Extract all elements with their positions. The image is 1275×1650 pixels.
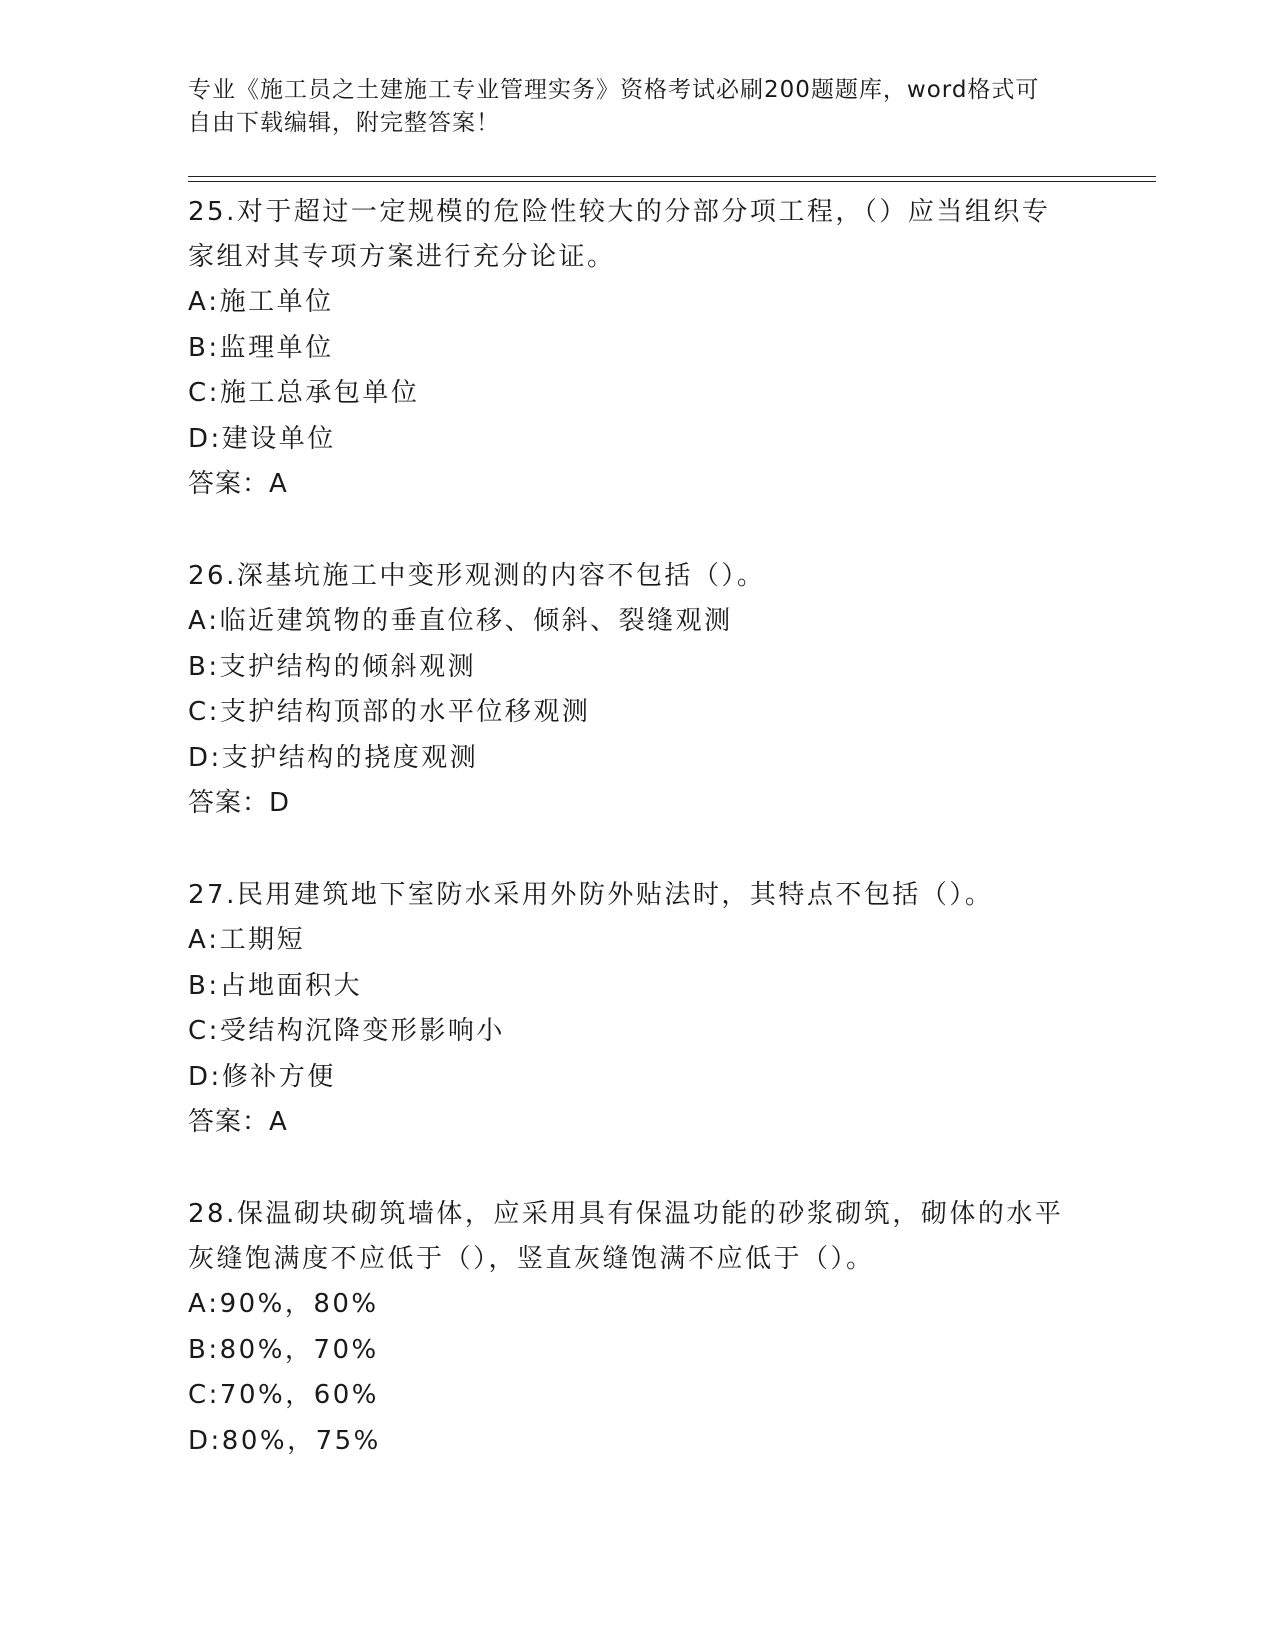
option-letter: A (188, 925, 209, 955)
option-letter: C (188, 1016, 209, 1046)
question-block (188, 1192, 1088, 1464)
answer-line (188, 462, 1088, 507)
option-separator: : (208, 925, 220, 955)
option-letter: C (188, 697, 209, 727)
option-text: 支护结构的挠度观测 (221, 742, 479, 773)
option-separator: : (208, 606, 220, 636)
option-text: 70%，60% (219, 1380, 380, 1410)
option-letter: A (188, 606, 209, 636)
question-stem-line: 26.深基坑施工中变形观测的内容不包括（）。 (188, 561, 766, 591)
answer-option (188, 417, 1088, 463)
option-text: 占地面积大 (219, 970, 363, 1001)
header-line-1: 专业《施工员之土建施工专业管理实务》资格考试必刷200题题库，word格式可 (188, 77, 1040, 103)
option-separator: : (208, 697, 220, 727)
answer-option (188, 918, 1088, 964)
header-divider-bottom (188, 181, 1156, 182)
answer-line (188, 781, 1088, 826)
option-letter: A (188, 287, 209, 317)
answer-option (188, 1055, 1088, 1101)
option-text: 施工单位 (219, 287, 334, 317)
document-header (188, 74, 1088, 140)
option-separator: : (208, 1334, 220, 1365)
question-stem-line: 家组对其专项方案进行充分论证。 (188, 242, 616, 272)
option-text: 建设单位 (221, 423, 336, 454)
option-text: 施工总承包单位 (219, 378, 420, 408)
option-letter: B (188, 1334, 209, 1365)
header-line-2: 自由下载编辑，附完整答案！ (188, 110, 500, 136)
answer-value: A (269, 469, 288, 499)
option-letter: B (188, 970, 209, 1001)
answer-option (188, 326, 1088, 372)
option-text: 监理单位 (219, 332, 334, 363)
option-separator: : (210, 1425, 222, 1456)
option-text: 80%，75% (221, 1425, 381, 1456)
answer-option (188, 736, 1088, 782)
option-letter: C (188, 1380, 209, 1410)
option-letter: D (188, 742, 211, 773)
question-stem-line: 28.保温砌块砌筑墙体，应采用具有保温功能的砂浆砌筑，砌体的水平 (188, 1199, 1064, 1229)
option-letter: B (188, 332, 209, 363)
answer-option (188, 1009, 1088, 1055)
option-separator: : (208, 1016, 220, 1046)
answer-label: 答案： (188, 469, 270, 499)
option-letter: A (188, 1289, 209, 1319)
header-divider-top (188, 176, 1156, 177)
option-letter: C (188, 378, 209, 408)
option-separator: : (208, 287, 220, 317)
option-separator: : (208, 332, 220, 363)
question-stem-line: 灰缝饱满度不应低于（），竖直灰缝饱满不应低于（）。 (188, 1244, 875, 1274)
answer-option (188, 280, 1088, 326)
question-stem-line: 27.民用建筑地下室防水采用外防外贴法时，其特点不包括（）。 (188, 880, 994, 910)
answer-option (188, 599, 1088, 645)
question-block (188, 873, 1088, 1145)
answer-option (188, 1328, 1088, 1374)
option-letter: B (188, 651, 209, 682)
option-text: 80%，70% (219, 1334, 379, 1365)
question-spacer (188, 507, 1088, 554)
answer-label: 答案： (188, 788, 270, 818)
option-separator: : (208, 970, 220, 1001)
answer-option (188, 1419, 1088, 1465)
option-text: 修补方便 (221, 1061, 336, 1092)
option-text: 工期短 (219, 925, 306, 955)
option-text: 90%，80% (219, 1289, 379, 1319)
option-text: 支护结构的倾斜观测 (219, 651, 477, 682)
option-separator: : (210, 423, 222, 454)
option-letter: D (188, 1061, 211, 1092)
answer-option (188, 690, 1088, 736)
option-separator: : (210, 1061, 222, 1092)
option-separator: : (208, 1380, 220, 1410)
answer-value: A (269, 1107, 288, 1137)
question-list (188, 190, 1088, 1464)
answer-option (188, 1373, 1088, 1419)
answer-option (188, 1282, 1088, 1328)
option-text: 支护结构顶部的水平位移观测 (219, 697, 591, 727)
option-letter: D (188, 1425, 211, 1456)
option-text: 临近建筑物的垂直位移、倾斜、裂缝观测 (219, 606, 733, 636)
answer-label: 答案： (188, 1107, 270, 1137)
option-separator: : (208, 378, 220, 408)
question-stem-line: 25.对于超过一定规模的危险性较大的分部分项工程，（）应当组织专 (188, 197, 1051, 227)
option-text: 受结构沉降变形影响小 (219, 1016, 505, 1046)
answer-option (188, 964, 1088, 1010)
option-separator: : (210, 742, 222, 773)
question-block (188, 190, 1088, 507)
answer-line (188, 1100, 1088, 1145)
option-separator: : (208, 1289, 220, 1319)
question-block (188, 554, 1088, 826)
answer-value: D (269, 788, 291, 818)
question-spacer (188, 826, 1088, 873)
question-spacer (188, 1145, 1088, 1192)
option-separator: : (208, 651, 220, 682)
answer-option (188, 645, 1088, 691)
answer-option (188, 371, 1088, 417)
option-letter: D (188, 423, 211, 454)
